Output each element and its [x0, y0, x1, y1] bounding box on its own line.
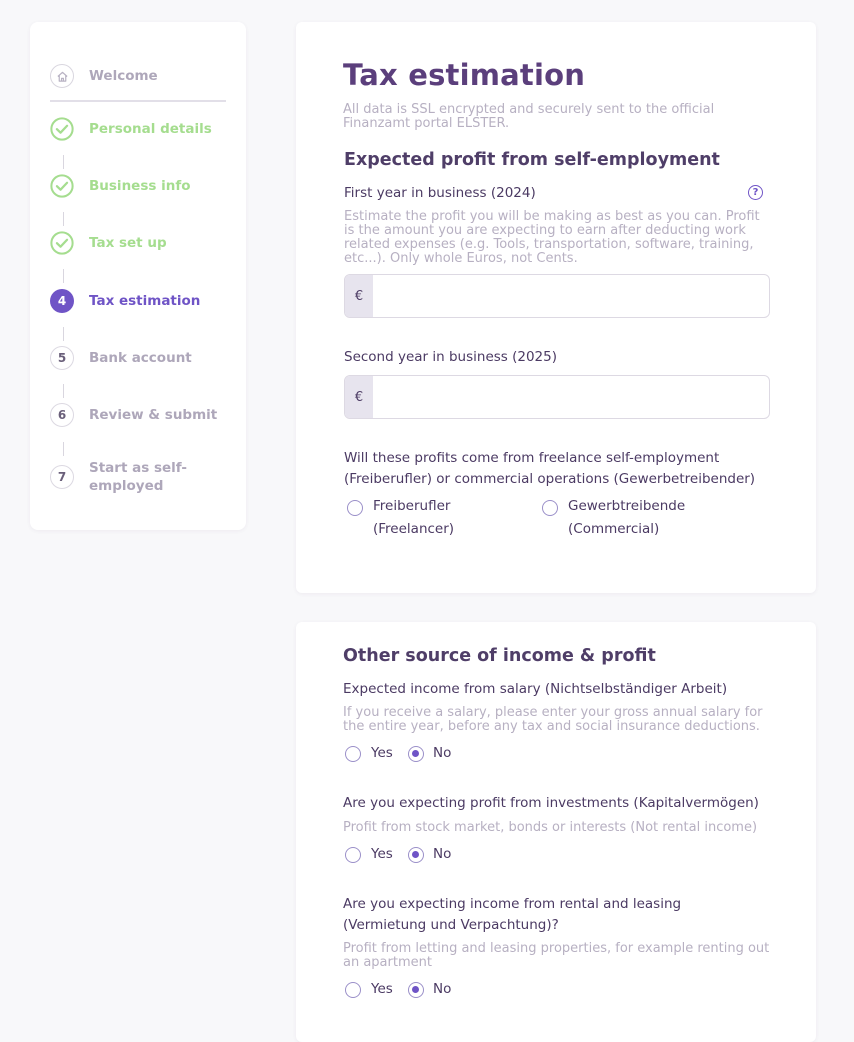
- salary-hint: If you receive a salary, please enter your gross annual salary for the entire year, before any tax and social insurance deductions.: [343, 705, 763, 734]
- investments-question: Are you expecting profit from investments (Kapitalvermögen): [343, 795, 759, 811]
- freiberufler-option[interactable]: [373, 495, 454, 541]
- tax-estimation-card: [296, 22, 816, 593]
- sidebar-step-label: Welcome: [89, 68, 158, 84]
- sidebar-step-label: Review & submit: [89, 407, 218, 423]
- sidebar-step-start-self-employed[interactable]: [50, 459, 199, 495]
- step-connector: [63, 327, 64, 341]
- salary-no-radio[interactable]: [408, 746, 424, 762]
- check-circle-icon: [50, 231, 74, 255]
- profit-section-heading: Expected profit from self-employment: [344, 150, 720, 170]
- check-circle-icon: [50, 174, 74, 198]
- sidebar-step-bank-account[interactable]: [50, 346, 192, 370]
- rental-no-radio[interactable]: [408, 982, 424, 998]
- sidebar-divider: [50, 100, 226, 102]
- salary-yes-radio[interactable]: [345, 746, 361, 762]
- gewerbtreibende-option[interactable]: [568, 495, 685, 541]
- first-year-profit-field[interactable]: [344, 274, 770, 318]
- second-year-label: Second year in business (2025): [344, 349, 558, 365]
- yes-label[interactable]: Yes: [371, 745, 393, 761]
- radio-freiberufler[interactable]: [347, 500, 363, 516]
- euro-prefix: €: [345, 275, 373, 317]
- sidebar-step-label: Business info: [89, 178, 191, 194]
- sidebar-step-label: Tax set up: [89, 235, 167, 251]
- sidebar-step-label: Bank account: [89, 350, 192, 366]
- step-number-badge: 7: [50, 465, 74, 489]
- yes-label[interactable]: Yes: [371, 981, 393, 997]
- option-subtitle: (Freelancer): [373, 521, 455, 537]
- no-label[interactable]: No: [433, 846, 452, 862]
- help-icon[interactable]: ?: [748, 185, 763, 200]
- page-title: Tax estimation: [343, 58, 586, 92]
- other-income-card: [296, 622, 816, 1042]
- yes-label[interactable]: Yes: [371, 846, 393, 862]
- second-year-profit-input[interactable]: [373, 376, 769, 418]
- sidebar-step-label: Tax estimation: [89, 293, 201, 309]
- step-connector: [63, 442, 64, 456]
- euro-prefix: €: [345, 376, 373, 418]
- sidebar-step-tax-estimation[interactable]: [50, 289, 200, 313]
- rental-question: Are you expecting income from rental and leasing (Vermietung und Verpachtung)?: [343, 896, 682, 933]
- investments-hint: Profit from stock market, bonds or interests (Not rental income): [343, 820, 758, 835]
- second-year-profit-field[interactable]: [344, 375, 770, 419]
- sidebar-step-label: Personal details: [89, 121, 212, 137]
- no-label[interactable]: No: [433, 981, 452, 997]
- option-subtitle: (Commercial): [568, 521, 660, 537]
- step-number-badge: 4: [50, 289, 74, 313]
- home-icon: [50, 64, 74, 88]
- no-label[interactable]: No: [433, 745, 452, 761]
- step-connector: [63, 384, 64, 398]
- radio-gewerbtreibende[interactable]: [542, 500, 558, 516]
- sidebar-step-tax-set-up[interactable]: [50, 231, 167, 255]
- profit-type-question: Will these profits come from freelance self-employment (Freiberufler) or commercial operations (Gewerbetreibender): [344, 450, 756, 487]
- step-number-badge: 6: [50, 403, 74, 427]
- other-income-heading: Other source of income & profit: [343, 646, 656, 666]
- option-title: Freiberufler: [373, 498, 451, 514]
- option-title: Gewerbtreibende: [568, 498, 686, 514]
- sidebar-step-welcome[interactable]: [50, 64, 158, 88]
- security-note: All data is SSL encrypted and securely sent to the official Finanzamt portal ELSTER.: [343, 102, 715, 131]
- rental-hint: Profit from letting and leasing properties, for example renting out an apartment: [343, 941, 770, 970]
- step-connector: [63, 155, 64, 169]
- check-circle-icon: [50, 117, 74, 141]
- progress-sidebar: [30, 22, 246, 530]
- sidebar-step-personal-details[interactable]: [50, 117, 212, 141]
- investments-yes-radio[interactable]: [345, 847, 361, 863]
- step-number-badge: 5: [50, 346, 74, 370]
- step-connector: [63, 269, 64, 283]
- first-year-profit-input[interactable]: [373, 275, 769, 317]
- first-year-hint: Estimate the profit you will be making as best as you can. Profit is the amount you are expecting to earn after deducting work related expenses (e.g. Tools, transportation, software, training, etc...). Only whole Euros, not Cents.: [344, 209, 760, 266]
- first-year-label: First year in business (2024): [344, 185, 536, 201]
- sidebar-step-review-submit[interactable]: [50, 403, 217, 427]
- investments-no-radio[interactable]: [408, 847, 424, 863]
- sidebar-step-business-info[interactable]: [50, 174, 191, 198]
- rental-yes-radio[interactable]: [345, 982, 361, 998]
- salary-question: Expected income from salary (Nichtselbständiger Arbeit): [343, 681, 728, 697]
- sidebar-step-label: Start as self-employed: [89, 460, 188, 494]
- step-connector: [63, 212, 64, 226]
